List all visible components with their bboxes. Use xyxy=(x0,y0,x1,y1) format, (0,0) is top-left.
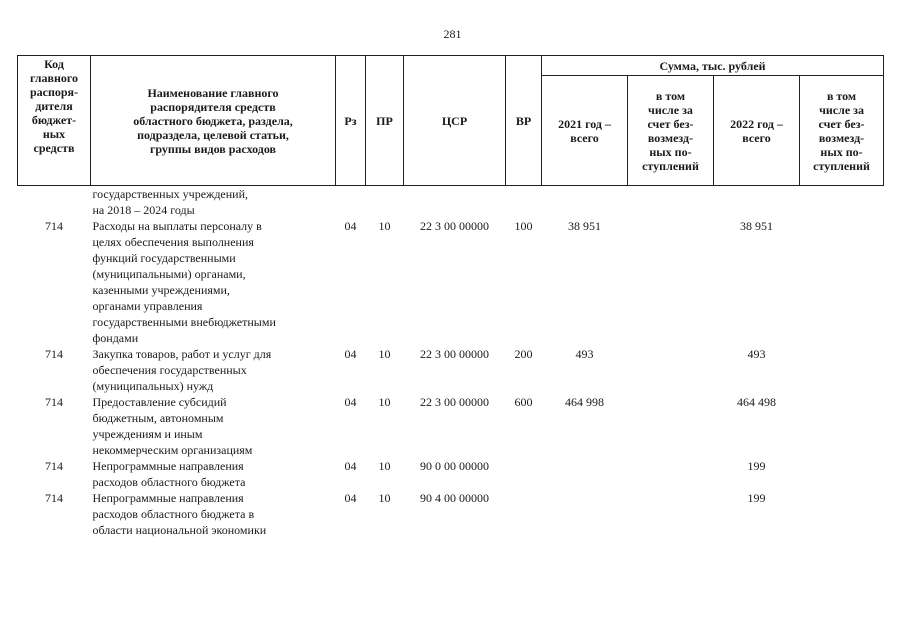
col-header-vr: ВР xyxy=(506,56,542,186)
cell-rz: 04 xyxy=(344,459,357,473)
cell-pr: 10 xyxy=(378,459,391,473)
text-line: (муниципальных) нужд xyxy=(92,379,214,393)
cell-vr xyxy=(506,186,542,219)
text-line: государственных учреждений, xyxy=(92,187,249,201)
text-line: ных xyxy=(42,127,66,141)
cell-pr: 10 xyxy=(378,347,391,361)
cell-2022-incl xyxy=(800,458,884,490)
cell-csr: 22 3 00 00000 xyxy=(420,219,489,233)
table-row xyxy=(18,218,884,346)
text-line: ных по- xyxy=(649,144,692,159)
table-header xyxy=(18,56,884,186)
cell-csr: 22 3 00 00000 xyxy=(420,347,489,361)
cell-rz: 04 xyxy=(344,219,357,233)
cell-code: 714 xyxy=(45,219,63,233)
text-line: Наименование главного xyxy=(147,85,279,100)
text-line: в том xyxy=(826,88,857,103)
text-line: подраздела, целевой статьи, xyxy=(137,127,289,142)
text-line: распорядителя средств xyxy=(150,99,276,114)
text-line: группы видов расходов xyxy=(149,141,277,156)
text-line: государственными внебюджетными xyxy=(92,315,276,329)
text-line: Предоставление субсидий xyxy=(92,395,227,409)
cell-code: 714 xyxy=(45,347,63,361)
col-header-sum: Сумма, тыс. рублей xyxy=(542,56,884,76)
text-line: казенными учреждениями, xyxy=(92,283,230,297)
text-line: счет без- xyxy=(818,116,865,131)
text-line: главного xyxy=(29,71,79,85)
cell-name xyxy=(91,394,336,458)
text-line: 2022 год – xyxy=(730,116,783,131)
text-line: обеспечения государственных xyxy=(92,363,247,377)
text-line: Непрограммные направления xyxy=(92,459,244,473)
cell-rz xyxy=(336,186,366,219)
cell-2021-total xyxy=(542,186,628,219)
cell-name xyxy=(91,490,336,538)
text-line: средств xyxy=(33,141,75,155)
cell-2022-incl xyxy=(800,186,884,219)
cell-vr: 600 xyxy=(514,395,533,409)
cell-csr: 90 4 00 00000 xyxy=(420,491,489,505)
text-line: 2021 год – xyxy=(558,116,611,131)
cell-2021-incl xyxy=(628,186,714,219)
cell-2021-incl xyxy=(628,218,714,346)
cell-2021-incl xyxy=(628,490,714,538)
cell-2021-total: 38 951 xyxy=(568,219,601,233)
text-line: на 2018 – 2024 годы xyxy=(92,203,195,217)
text-line: Непрограммные направления xyxy=(92,491,244,505)
col-header-2022-total xyxy=(714,76,800,186)
col-header-pr: ПР xyxy=(366,56,404,186)
col-header-2021-total xyxy=(542,76,628,186)
text-line: расходов областного бюджета xyxy=(92,475,246,489)
table-row xyxy=(18,186,884,219)
text-line: Расходы на выплаты персоналу в xyxy=(92,219,262,233)
cell-2022-total xyxy=(714,186,800,219)
text-line: учреждениям и иным xyxy=(92,427,203,441)
cell-2021-incl xyxy=(628,458,714,490)
cell-name xyxy=(91,346,336,394)
page-number: 281 xyxy=(443,27,462,41)
text-line: распоря- xyxy=(29,85,79,99)
cell-pr: 10 xyxy=(378,219,391,233)
text-line: функций государственными xyxy=(92,251,236,265)
text-line: области национальной экономики xyxy=(92,523,267,537)
table-row xyxy=(18,490,884,538)
cell-csr: 22 3 00 00000 xyxy=(420,395,489,409)
cell-2022-incl xyxy=(800,346,884,394)
col-header-2021-incl xyxy=(628,76,714,186)
cell-2021-total: 464 998 xyxy=(565,395,604,409)
cell-2021-incl xyxy=(628,394,714,458)
text-line: Закупка товаров, работ и услуг для xyxy=(92,347,272,361)
col-header-csr: ЦСР xyxy=(404,56,506,186)
text-line: возмезд- xyxy=(818,130,865,145)
cell-pr: 10 xyxy=(378,395,391,409)
text-line: ступлений xyxy=(642,158,699,173)
cell-2022-total: 199 xyxy=(747,459,766,473)
cell-2022-total: 493 xyxy=(747,347,766,361)
text-line: бюджет- xyxy=(31,113,77,127)
cell-2021-total xyxy=(542,490,628,538)
cell-2022-incl xyxy=(800,394,884,458)
text-line: целях обеспечения выполнения xyxy=(92,235,254,249)
cell-name xyxy=(91,458,336,490)
cell-2022-incl xyxy=(800,490,884,538)
table-row xyxy=(18,394,884,458)
cell-pr: 10 xyxy=(378,491,391,505)
cell-2022-incl xyxy=(800,218,884,346)
cell-csr xyxy=(404,186,506,219)
budget-table xyxy=(17,55,884,538)
text-line: счет без- xyxy=(647,116,694,131)
text-line: числе за xyxy=(819,102,864,117)
cell-vr xyxy=(506,458,542,490)
cell-rz: 04 xyxy=(344,395,357,409)
text-line: некоммерческим организациям xyxy=(92,443,253,457)
cell-rz: 04 xyxy=(344,491,357,505)
cell-2021-total: 493 xyxy=(575,347,594,361)
cell-2022-total: 38 951 xyxy=(740,219,773,233)
text-line: всего xyxy=(570,130,599,145)
text-line: органами управления xyxy=(92,299,203,313)
col-header-2022-incl xyxy=(800,76,884,186)
text-line: ступлений xyxy=(813,158,870,173)
cell-2022-total: 199 xyxy=(747,491,766,505)
text-line: ных по- xyxy=(820,144,863,159)
cell-vr: 200 xyxy=(514,347,533,361)
text-line: всего xyxy=(742,130,771,145)
text-line: Код xyxy=(44,57,64,71)
cell-code: 714 xyxy=(45,395,63,409)
cell-name xyxy=(91,218,336,346)
cell-code: 714 xyxy=(45,459,63,473)
cell-name xyxy=(91,186,336,219)
table-row xyxy=(18,346,884,394)
cell-code: 714 xyxy=(45,491,63,505)
text-line: числе за xyxy=(648,102,693,117)
text-line: фондами xyxy=(92,331,139,345)
text-line: (муниципальными) органами, xyxy=(92,267,246,281)
text-line: бюджетным, автономным xyxy=(92,411,224,425)
cell-2021-total xyxy=(542,458,628,490)
text-line: в том xyxy=(655,88,686,103)
cell-2021-incl xyxy=(628,346,714,394)
text-line: областного бюджета, раздела, xyxy=(133,113,293,128)
cell-rz: 04 xyxy=(344,347,357,361)
text-line: возмезд- xyxy=(647,130,694,145)
text-line: расходов областного бюджета в xyxy=(92,507,255,521)
col-header-rz: Рз xyxy=(336,56,366,186)
col-header-code xyxy=(18,56,91,186)
table-row xyxy=(18,458,884,490)
cell-vr xyxy=(506,490,542,538)
cell-vr: 100 xyxy=(514,219,533,233)
table-body xyxy=(18,186,884,539)
text-line: дителя xyxy=(35,99,73,113)
cell-2022-total: 464 498 xyxy=(737,395,776,409)
col-header-name xyxy=(91,56,336,186)
cell-pr xyxy=(366,186,404,219)
cell-code xyxy=(18,186,91,219)
cell-csr: 90 0 00 00000 xyxy=(420,459,489,473)
